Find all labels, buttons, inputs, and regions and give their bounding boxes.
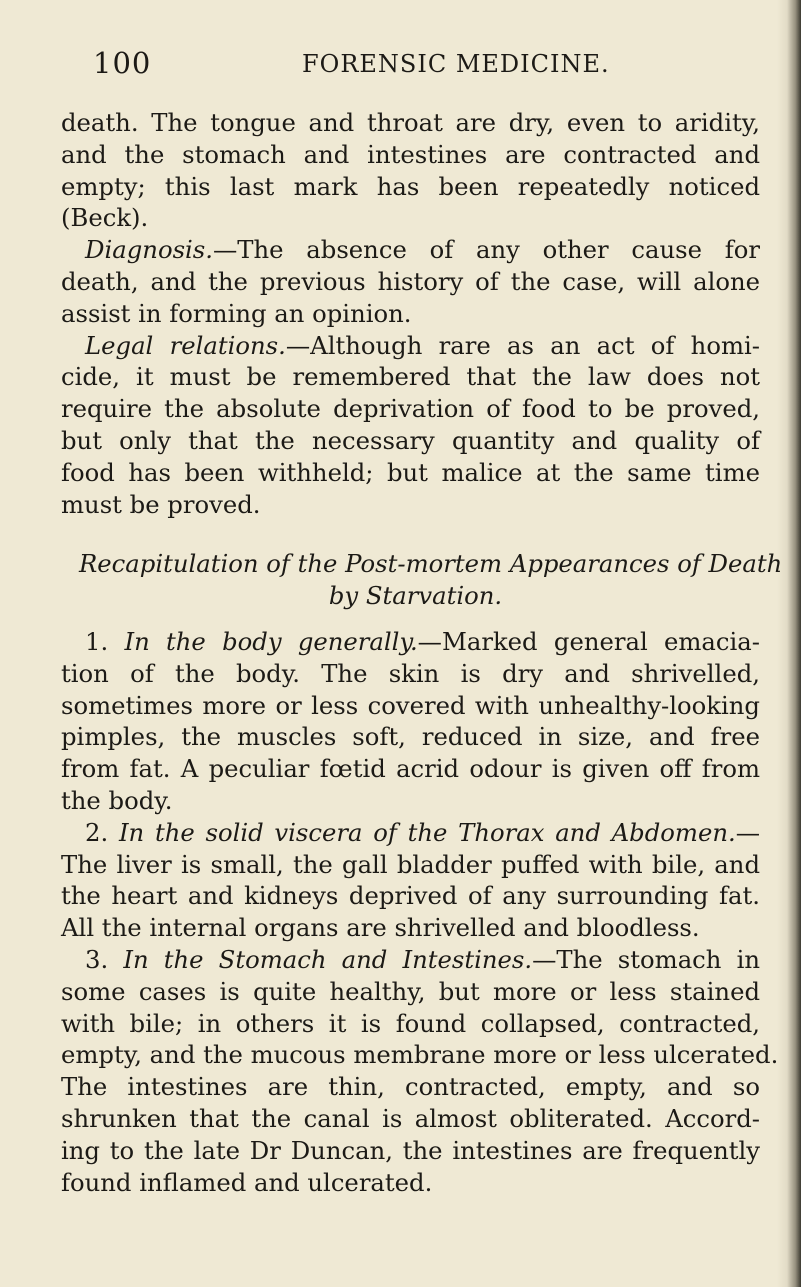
page-edge-shadow [787,0,801,1287]
text-line: 2. In the solid viscera of the Thorax and Abdomen.— [85,817,760,847]
recap-item-viscera [61,817,760,944]
text-line: sometimes more or less covered with unhealthy-looking [61,690,760,720]
text-line: death. The tongue and throat are dry, even to aridity, [61,108,760,137]
text-line: but only that the necessary quantity and quality of [61,425,760,455]
item-number: 1. [85,626,109,656]
item-label: In the Stomach and Intestines. [123,944,533,974]
text-line: assist in forming an opinion. [61,298,412,328]
diagnosis-label: Diagnosis. [85,235,213,265]
body-text [61,107,783,1198]
page-number: 100 [93,46,152,80]
text-line: shrunken that the canal is almost obliterated. Accord- [61,1103,760,1133]
section-title [61,548,783,612]
section-title-line: Recapitulation of the Post-mortem Appearances of Death [79,549,783,579]
text-line: All the internal organs are shrivelled and bloodless. [61,913,700,943]
text-line: must be proved. [61,489,261,519]
paragraph-diagnosis [61,234,760,329]
text-line: empty, and the mucous membrane more or less ulcerated. [61,1040,779,1070]
text-line: found inflamed and ulcerated. [61,1167,433,1197]
text-line: from fat. A peculiar fœtid acrid odour is given off from [61,754,760,784]
recap-item-body [61,626,760,817]
item-label: In the body generally. [124,626,418,656]
recap-item-stomach [61,944,779,1198]
paragraph-death-signs [61,107,760,234]
text-line: The intestines are thin, contracted, empty, and so [61,1072,760,1102]
running-head: FORENSIC MEDICINE. [302,50,610,78]
text-line: pimples, the muscles soft, reduced in size, and free [61,722,760,752]
legal-relations-label: Legal relations. [85,330,286,360]
text-line: cide, it must be remembered that the law does not [61,362,760,392]
text-line: 1. In the body generally.—Marked general emacia- [85,626,760,656]
item-number: 2. [85,817,109,847]
text-line: with bile; in others it is found collapsed, contracted, [61,1008,760,1038]
text-line: Legal relations.—Although rare as an act of homi- [85,330,760,360]
paragraph-legal-relations [61,330,760,521]
item-label: In the solid viscera of the Thorax and Abdomen. [118,817,736,847]
text-line: (Beck). [61,203,149,233]
text-line: the heart and kidneys deprived of any surrounding fat. [61,881,760,911]
text-line: 3. In the Stomach and Intestines.—The stomach in [85,944,760,974]
text-line: food has been withheld; but malice at the same time [61,457,760,487]
text-line: The liver is small, the gall bladder puffed with bile, and [61,849,760,879]
page-header [93,46,745,86]
text-line: some cases is quite healthy, but more or less stained [61,976,760,1006]
text-line: empty; this last mark has been repeatedly noticed [61,171,760,201]
text-line: death, and the previous history of the case, will alone [61,266,760,296]
text-line: Diagnosis.—The absence of any other cause for [85,235,760,265]
item-number: 3. [85,944,109,974]
text-line: tion of the body. The skin is dry and shrivelled, [61,658,760,688]
section-title-line: by Starvation. [328,581,503,611]
text-line: and the stomach and intestines are contracted and [61,139,760,169]
text-line: require the absolute deprivation of food to be proved, [61,394,760,424]
text-line: ing to the late Dr Duncan, the intestines are frequently [61,1135,760,1165]
text-line: the body. [61,785,173,815]
